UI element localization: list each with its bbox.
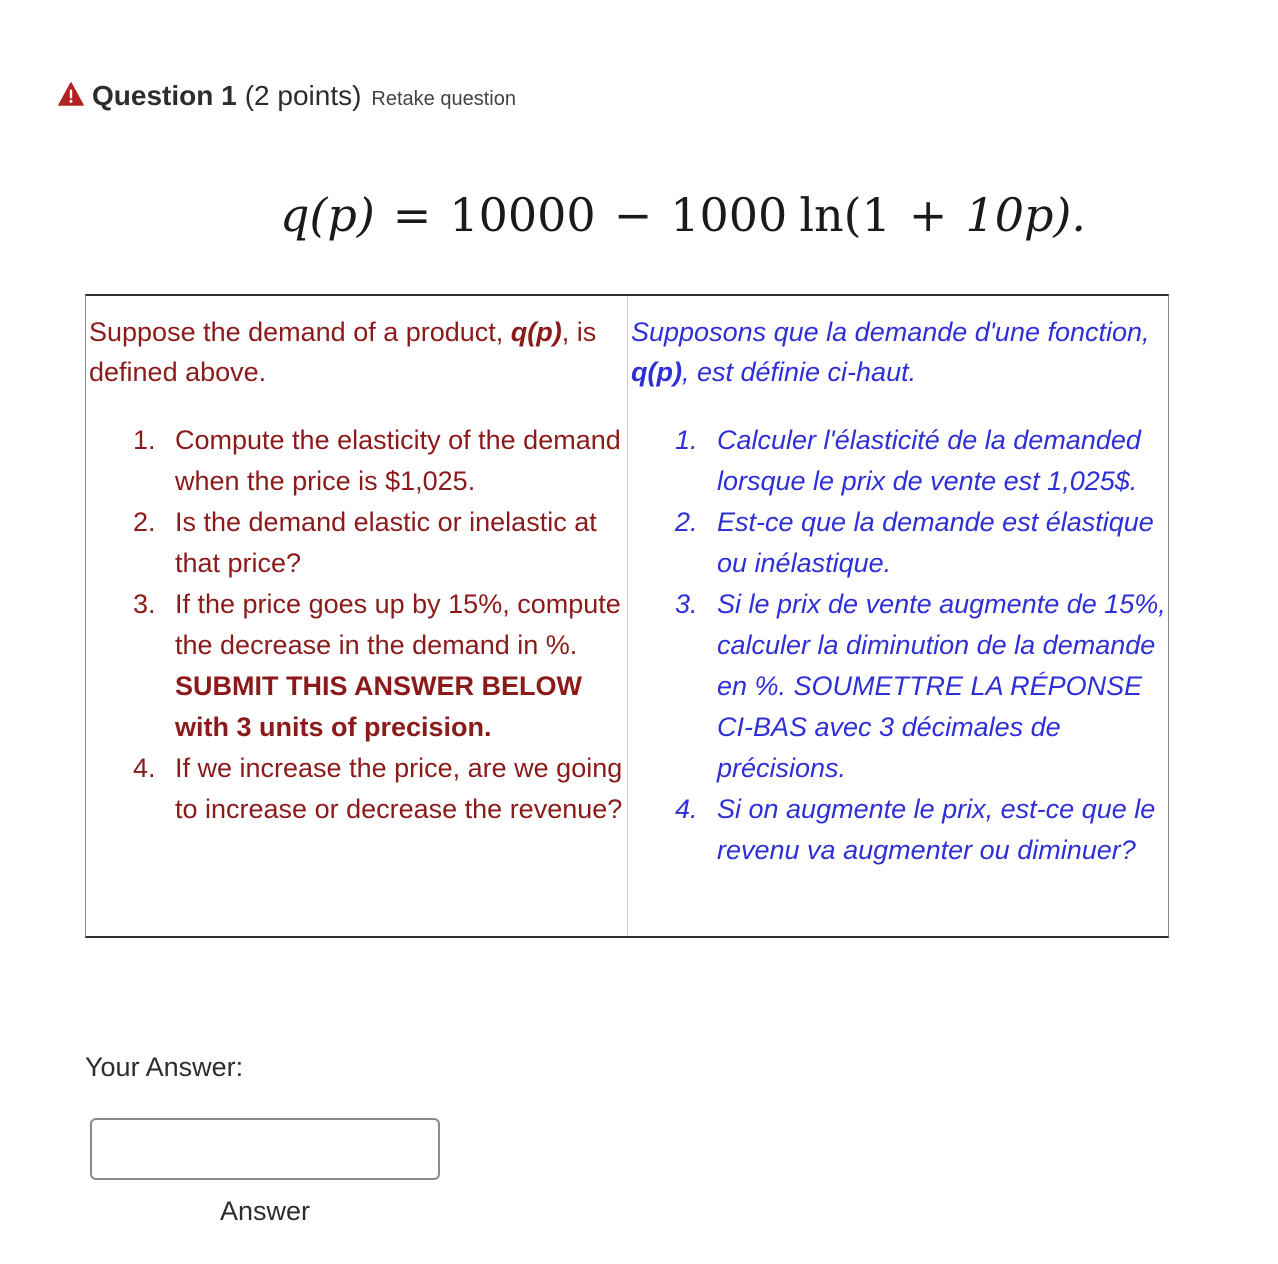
list-item: 4. If we increase the price, are we going to increase or decrease the revenue? xyxy=(133,753,623,824)
formula-plus: + xyxy=(908,188,948,242)
formula-term1: 10000 xyxy=(449,188,596,242)
english-column xyxy=(89,312,627,830)
retake-question-link[interactable]: Retake question xyxy=(371,88,516,110)
your-answer-label: Your Answer: xyxy=(85,1052,244,1082)
column-divider xyxy=(627,296,628,936)
warning-icon xyxy=(58,82,84,106)
formula-arg-open: (1 xyxy=(843,188,891,242)
list-item: 3. If the price goes up by 15%, compute the decrease in the demand in %. SUBMIT THIS ANSWER BELOW with 3 units of precision. xyxy=(133,589,621,742)
list-item: 1. Calculer l'élasticité de la demanded lorsque le prix de vente est 1,025$. xyxy=(675,425,1141,496)
english-intro-fn: q(p) xyxy=(510,317,562,347)
formula-term2: 1000 xyxy=(670,188,788,242)
list-item: 2. Est-ce que la demande est élastique ou inélastique. xyxy=(675,507,1154,578)
list-item: 2. Is the demand elastic or inelastic at that price? xyxy=(133,507,597,578)
list-item: 3. Si le prix de vente augmente de 15%, calculer la diminution de la demande en %. SOUMETTRE LA RÉPONSE CI-BAS avec 3 décimales de précisions. xyxy=(675,589,1166,783)
demand-formula xyxy=(280,188,1086,242)
english-question-list xyxy=(89,420,627,830)
french-column xyxy=(631,312,1168,871)
answer-caption: Answer xyxy=(219,1196,311,1226)
list-item: 1. Compute the elasticity of the demand when the price is $1,025. xyxy=(133,425,621,496)
question-header xyxy=(58,80,516,112)
french-intro: Supposons que la demande d'une fonction, q(p), est définie ci-haut. xyxy=(631,317,1150,387)
formula-lhs: q(p) xyxy=(280,188,375,242)
question-title: Question 1 xyxy=(92,80,237,111)
question-points: (2 points) xyxy=(244,80,362,111)
submit-instruction: SUBMIT THIS ANSWER BELOW with 3 units of precision. xyxy=(175,671,582,742)
formula-arg-close: 10p). xyxy=(965,188,1086,242)
french-question-list xyxy=(631,420,1168,871)
formula-equals: = xyxy=(392,188,432,242)
list-item: 4. Si on augmente le prix, est-ce que le revenu va augmenter ou diminuer? xyxy=(675,794,1156,865)
formula-minus: − xyxy=(613,188,653,242)
answer-input[interactable] xyxy=(90,1118,440,1180)
question-table xyxy=(85,294,1169,938)
english-intro: Suppose the demand of a product, q(p), is defined above. xyxy=(89,317,597,387)
french-intro-fn: q(p) xyxy=(631,357,682,387)
formula-ln: ln xyxy=(799,188,844,242)
